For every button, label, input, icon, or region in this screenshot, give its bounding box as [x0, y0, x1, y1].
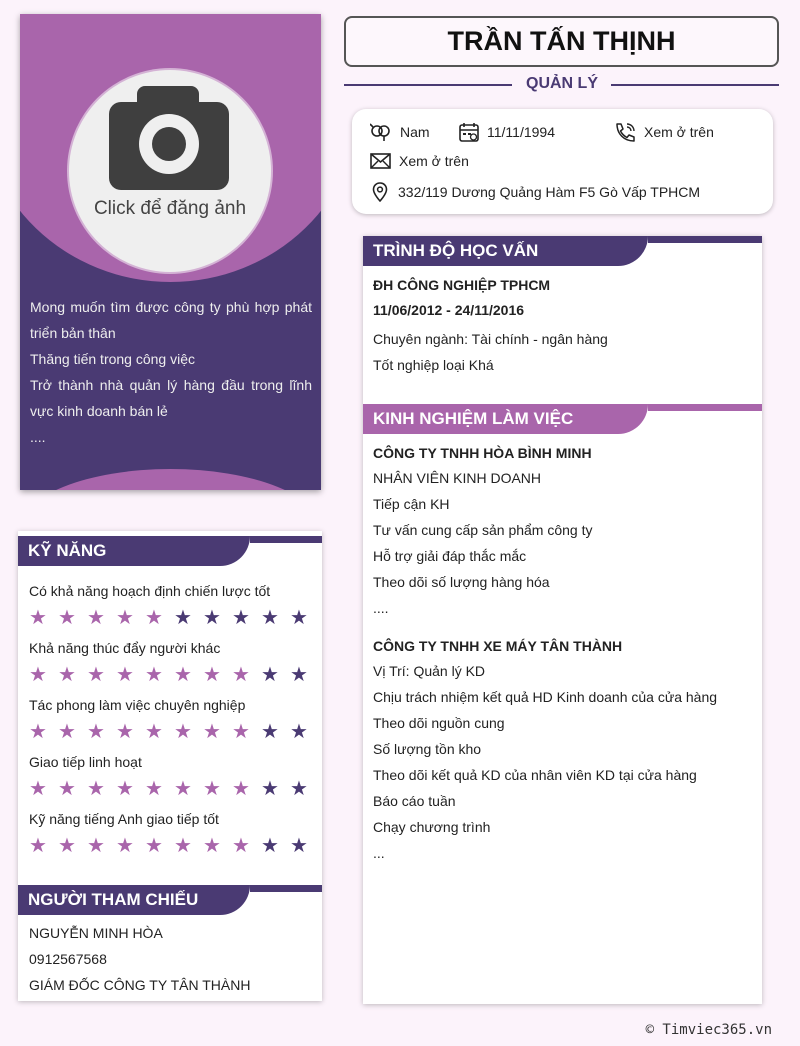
star-filled-icon: ★ [29, 721, 47, 743]
star-empty-icon: ★ [290, 721, 308, 743]
profile-footer-arc [20, 469, 321, 490]
star-empty-icon: ★ [261, 835, 279, 857]
skill-item [29, 697, 319, 742]
calendar-icon [459, 122, 479, 142]
star-empty-icon: ★ [174, 607, 192, 629]
job-company: CÔNG TY TNHH XE MÁY TÂN THÀNH [373, 638, 623, 654]
star-filled-icon: ★ [116, 721, 134, 743]
star-filled-icon: ★ [87, 664, 105, 686]
skill-item [29, 583, 319, 628]
star-filled-icon: ★ [29, 778, 47, 800]
job-line: Theo dõi số lượng hàng hóa [373, 574, 550, 590]
objective-line: .... [30, 429, 46, 445]
star-filled-icon: ★ [116, 607, 134, 629]
job-line: Theo dõi nguồn cung [373, 715, 505, 731]
job-title: QUẢN LÝ [526, 75, 598, 92]
job-line: NHÂN VIÊN KINH DOANH [373, 470, 542, 486]
job-line: Hỗ trợ giải đáp thắc mắc [373, 548, 527, 564]
star-filled-icon: ★ [58, 607, 76, 629]
address-item: 332/119 Dương Quảng Hàm F5 Gò Vấp TPHCM [370, 182, 700, 202]
star-filled-icon: ★ [58, 835, 76, 857]
education-detail: Chuyên ngành: Tài chính - ngân hàng [373, 331, 608, 347]
star-filled-icon: ★ [58, 778, 76, 800]
star-filled-icon: ★ [174, 664, 192, 686]
star-empty-icon: ★ [261, 778, 279, 800]
gender-icon [370, 123, 392, 141]
title-divider-right [611, 84, 779, 86]
star-filled-icon: ★ [203, 721, 221, 743]
star-empty-icon: ★ [290, 835, 308, 857]
birthday-item: 11/11/1994 [459, 122, 555, 142]
job-line: ... [373, 845, 385, 861]
skill-item [29, 811, 319, 856]
star-filled-icon: ★ [232, 778, 250, 800]
star-filled-icon: ★ [29, 664, 47, 686]
skill-name: Khả năng thúc đẩy người khác [29, 640, 221, 656]
star-filled-icon: ★ [145, 721, 163, 743]
star-filled-icon: ★ [145, 835, 163, 857]
job-line: Tiếp cận KH [373, 496, 450, 512]
job-line: Báo cáo tuần [373, 793, 456, 809]
phone-icon [614, 122, 636, 142]
star-filled-icon: ★ [29, 607, 47, 629]
star-filled-icon: ★ [145, 778, 163, 800]
star-filled-icon: ★ [203, 835, 221, 857]
star-filled-icon: ★ [232, 835, 250, 857]
upload-photo-button[interactable] [69, 70, 271, 272]
job-line: Chạy chương trình [373, 819, 491, 835]
camera-lens-icon [139, 114, 199, 174]
candidate-name: TRẦN TẤN THỊNH [344, 16, 779, 67]
star-empty-icon: ★ [290, 778, 308, 800]
star-filled-icon: ★ [145, 607, 163, 629]
star-filled-icon: ★ [87, 607, 105, 629]
star-filled-icon: ★ [232, 664, 250, 686]
skill-name: Tác phong làm việc chuyên nghiệp [29, 697, 246, 713]
star-empty-icon: ★ [261, 721, 279, 743]
job-line: Theo dõi kết quả KD của nhân viên KD tại cửa hàng [373, 767, 697, 783]
upload-photo-label: Click để đăng ảnh [93, 198, 247, 219]
references-heading: NGƯỜI THAM CHIẾU [18, 885, 322, 915]
job-line: .... [373, 600, 389, 616]
objective-line: Thăng tiến trong công việc [30, 351, 195, 367]
education-period: 11/06/2012 - 24/11/2016 [373, 302, 525, 318]
star-filled-icon: ★ [203, 778, 221, 800]
job-line: Tư vấn cung cấp sản phẩm công ty [373, 522, 593, 538]
skill-rating [29, 608, 319, 628]
skills-card [18, 531, 322, 1001]
footer-credit: © Timviec365.vn [645, 1022, 772, 1038]
education-school: ĐH CÔNG NGHIỆP TPHCM [373, 277, 551, 293]
star-empty-icon: ★ [261, 664, 279, 686]
skill-rating [29, 722, 319, 742]
job-line: Số lượng tồn kho [373, 741, 482, 757]
job-line: Chịu trách nhiệm kết quả HD Kinh doanh của cửa hàng [373, 689, 718, 705]
skill-rating [29, 836, 319, 856]
contact-box [352, 109, 773, 214]
education-heading: TRÌNH ĐỘ HỌC VẤN [363, 236, 762, 266]
star-empty-icon: ★ [290, 664, 308, 686]
email-item: Xem ở trên [370, 153, 469, 169]
reference-name: NGUYỄN MINH HÒA [29, 925, 163, 941]
star-filled-icon: ★ [203, 664, 221, 686]
title-divider-left [344, 84, 512, 86]
star-filled-icon: ★ [174, 721, 192, 743]
star-filled-icon: ★ [58, 721, 76, 743]
skill-name: Kỹ năng tiếng Anh giao tiếp tốt [29, 811, 219, 827]
skill-rating [29, 779, 319, 799]
phone-item: Xem ở trên [614, 122, 714, 142]
skill-item [29, 640, 319, 685]
education-detail: Tốt nghiệp loại Khá [373, 357, 494, 373]
skill-name: Có khả năng hoạch định chiến lược tốt [29, 583, 271, 599]
star-filled-icon: ★ [174, 835, 192, 857]
location-pin-icon [370, 182, 390, 202]
skill-name: Giao tiếp linh hoạt [29, 754, 142, 770]
star-filled-icon: ★ [58, 664, 76, 686]
star-filled-icon: ★ [232, 721, 250, 743]
job-company: CÔNG TY TNHH HÒA BÌNH MINH [373, 445, 592, 461]
main-card [363, 236, 762, 1004]
star-empty-icon: ★ [232, 607, 250, 629]
star-filled-icon: ★ [116, 664, 134, 686]
gender-item: Nam [370, 123, 430, 141]
career-objective [30, 294, 312, 450]
star-filled-icon: ★ [87, 835, 105, 857]
skill-item [29, 754, 319, 799]
star-filled-icon: ★ [174, 778, 192, 800]
envelope-icon [370, 153, 391, 169]
skills-heading: KỸ NĂNG [18, 536, 322, 566]
objective-line: Trở thành nhà quản lý hàng đầu trong lĩnh vực kinh doanh bán lẻ [30, 377, 312, 419]
star-filled-icon: ★ [145, 664, 163, 686]
star-empty-icon: ★ [290, 607, 308, 629]
reference-phone: 0912567568 [29, 951, 107, 967]
star-empty-icon: ★ [203, 607, 221, 629]
star-filled-icon: ★ [29, 835, 47, 857]
job-line: Vị Trí: Quản lý KD [373, 663, 486, 679]
star-filled-icon: ★ [116, 835, 134, 857]
star-empty-icon: ★ [261, 607, 279, 629]
skill-rating [29, 665, 319, 685]
objective-line: Mong muốn tìm được công ty phù hợp phát triển bản thân [30, 299, 312, 341]
profile-card [20, 14, 321, 490]
star-filled-icon: ★ [87, 721, 105, 743]
reference-position: GIÁM ĐỐC CÔNG TY TÂN THÀNH [29, 977, 251, 993]
star-filled-icon: ★ [87, 778, 105, 800]
experience-heading: KINH NGHIỆM LÀM VIỆC [363, 404, 762, 434]
star-filled-icon: ★ [116, 778, 134, 800]
